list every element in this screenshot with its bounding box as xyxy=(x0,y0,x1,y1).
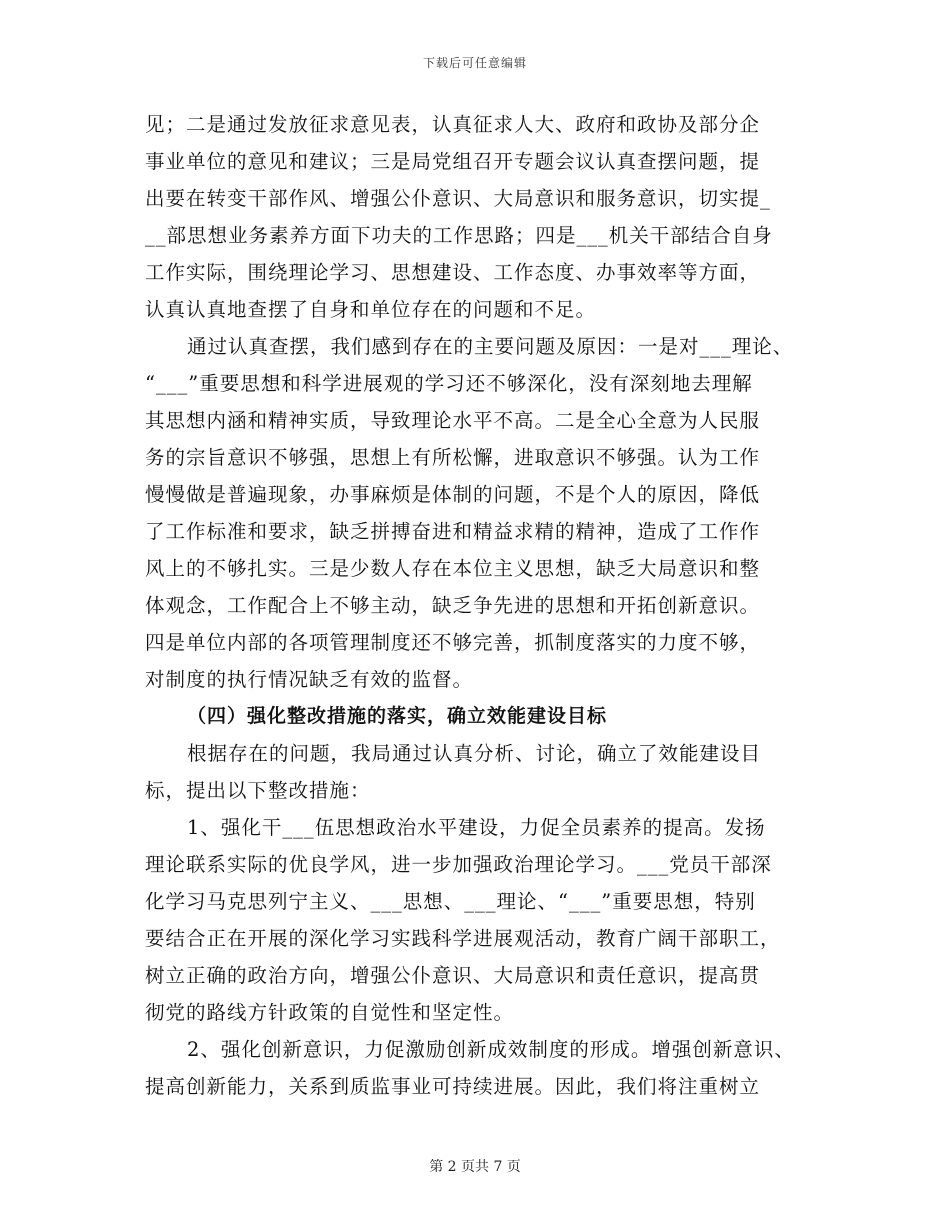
body-line: 见；二是通过发放征求意见表，认真征求人大、政府和政协及部分企 xyxy=(145,113,761,136)
body-line: “___”重要思想和科学进展观的学习还不够深化，没有深刻地去理解 xyxy=(145,372,753,395)
body-line: __部思想业务素养方面下功夫的工作思路；四是___机关干部结合自身 xyxy=(145,224,773,247)
body-line: 四是单位内部的各项管理制度还不够完善，抓制度落实的力度不够， xyxy=(145,631,761,654)
page-number-footer: 第 2 页共 7 页 xyxy=(429,1159,521,1175)
body-line: 提高创新能力，关系到质监事业可持续进展。因此，我们将注重树立 xyxy=(145,1075,761,1098)
paragraph-first-line: 根据存在的问题，我局通过认真分析、讨论，确立了效能建设目 xyxy=(187,742,762,765)
body-line: 树立正确的政治方向，增强公仆意识、大局意识和责任意识，提高贯 xyxy=(145,964,761,987)
body-line: 体观念，工作配合上不够主动，缺乏争先进的思想和开拓创新意识。 xyxy=(145,594,761,617)
body-line: 工作实际，围绕理论学习、思想建设、工作态度、办事效率等方面， xyxy=(145,261,761,284)
body-line: 理论联系实际的优良学风，进一步加强政治理论学习。___党员干部深 xyxy=(145,853,772,876)
body-line: 化学习马克思列宁主义、___思想、___理论、“___”重要思想，特别 xyxy=(145,890,756,913)
body-line: 要结合正在开展的深化学习实践科学进展观活动，教育广阔干部职工， xyxy=(145,927,781,950)
paragraph-first-line: 1、强化干___伍思想政治水平建设，力促全员素养的提高。发扬 xyxy=(187,816,766,839)
document-body xyxy=(145,106,825,1105)
body-line: 认真认真地查摆了自身和单位存在的问题和不足。 xyxy=(145,298,597,321)
body-line: 务的宗旨意识不够强，思想上有所松懈，进取意识不够强。认为工作 xyxy=(145,446,761,469)
body-line: 风上的不够扎实。三是少数人存在本位主义思想，缺乏大局意识和整 xyxy=(145,557,761,580)
body-line: 标，提出以下整改措施： xyxy=(145,779,371,802)
body-line: 彻党的路线方针政策的自觉性和坚定性。 xyxy=(145,1001,515,1024)
body-line: 出要在转变干部作风、增强公仆意识、大局意识和服务意识，切实提_ xyxy=(145,187,771,210)
body-line: 事业单位的意见和建议；三是局党组召开专题会议认真查摆问题，提 xyxy=(145,150,761,173)
body-line: 其思想内涵和精神实质，导致理论水平不高。二是全心全意为人民服 xyxy=(145,409,761,432)
paragraph-first-line: 2、强化创新意识，力促激励创新成效制度的形成。增强创新意识、 xyxy=(187,1038,795,1061)
section-heading: （四）强化整改措施的落实，确立效能建设目标 xyxy=(187,705,608,727)
body-line: 慢慢做是普遍现象，办事麻烦是体制的问题，不是个人的原因，降低 xyxy=(145,483,761,506)
body-line: 了工作标准和要求，缺乏拼搏奋进和精益求精的精神，造成了工作作 xyxy=(145,520,761,543)
page-header: 下载后可任意编辑 xyxy=(422,56,527,70)
body-line: 对制度的执行情况缺乏有效的监督。 xyxy=(145,668,474,691)
paragraph-first-line: 通过认真查摆，我们感到存在的主要问题及原因：一是对___理论、 xyxy=(187,335,794,358)
